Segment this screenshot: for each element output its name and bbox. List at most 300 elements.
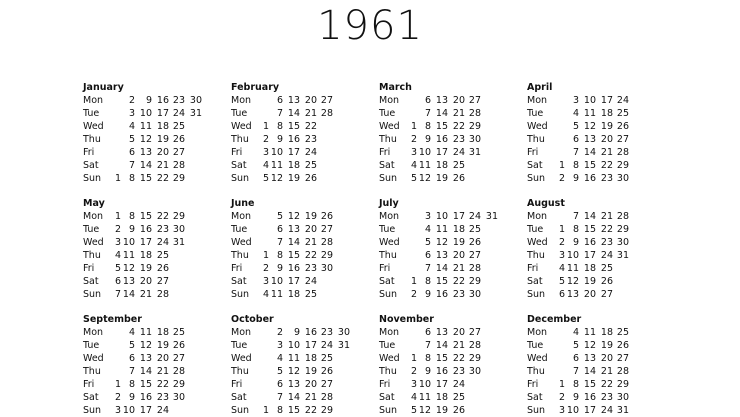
day-number: 24 bbox=[156, 237, 169, 248]
weekday-row bbox=[379, 94, 549, 107]
day-number: 26 bbox=[320, 366, 333, 377]
weekday-label: Fri bbox=[527, 379, 539, 390]
day-number: 22 bbox=[600, 224, 613, 235]
weekday-label: Mon bbox=[231, 211, 252, 222]
day-number: 6 bbox=[276, 95, 283, 106]
day-number: 17 bbox=[435, 379, 448, 390]
day-number: 11 bbox=[566, 263, 579, 274]
day-number: 8 bbox=[276, 405, 283, 416]
day-number: 6 bbox=[128, 147, 135, 158]
day-number: 4 bbox=[410, 160, 417, 171]
weekday-row bbox=[379, 133, 549, 146]
weekday-label: Sun bbox=[231, 405, 250, 416]
month-may bbox=[83, 197, 253, 301]
weekday-label: Sun bbox=[231, 173, 250, 184]
day-number: 12 bbox=[287, 211, 300, 222]
day-number: 20 bbox=[600, 353, 613, 364]
day-number: 25 bbox=[468, 224, 481, 235]
day-number: 7 bbox=[424, 340, 431, 351]
day-number: 11 bbox=[583, 327, 596, 338]
day-number: 2 bbox=[410, 289, 417, 300]
weekday-row bbox=[83, 223, 253, 236]
weekday-label: Tue bbox=[83, 224, 100, 235]
day-number: 4 bbox=[572, 108, 579, 119]
day-number: 16 bbox=[583, 392, 596, 403]
day-number: 4 bbox=[114, 250, 121, 261]
weekday-row bbox=[231, 159, 401, 172]
day-number: 21 bbox=[452, 340, 465, 351]
month-name: May bbox=[83, 198, 105, 209]
day-number: 22 bbox=[156, 173, 169, 184]
month-name: September bbox=[83, 314, 142, 325]
weekday-row bbox=[83, 210, 253, 223]
day-number: 27 bbox=[600, 289, 613, 300]
day-number: 10 bbox=[139, 108, 152, 119]
day-number: 27 bbox=[172, 147, 185, 158]
day-number: 28 bbox=[156, 289, 169, 300]
day-number: 4 bbox=[558, 263, 565, 274]
day-number: 13 bbox=[287, 379, 300, 390]
day-number: 16 bbox=[583, 237, 596, 248]
day-number: 21 bbox=[452, 108, 465, 119]
weekday-label: Sun bbox=[83, 405, 102, 416]
day-number: 20 bbox=[452, 95, 465, 106]
weekday-label: Sat bbox=[83, 392, 99, 403]
day-number: 27 bbox=[156, 276, 169, 287]
day-number: 31 bbox=[616, 250, 629, 261]
month-name: April bbox=[527, 82, 553, 93]
day-number: 31 bbox=[337, 340, 350, 351]
day-number: 17 bbox=[139, 237, 152, 248]
day-number: 27 bbox=[320, 224, 333, 235]
day-number: 19 bbox=[600, 121, 613, 132]
day-number: 5 bbox=[572, 340, 579, 351]
day-number: 14 bbox=[139, 366, 152, 377]
day-number: 13 bbox=[583, 134, 596, 145]
weekday-row bbox=[83, 365, 253, 378]
day-number: 27 bbox=[468, 250, 481, 261]
day-number: 16 bbox=[287, 134, 300, 145]
weekday-row bbox=[231, 120, 401, 133]
weekday-label: Mon bbox=[379, 211, 400, 222]
weekday-row bbox=[231, 288, 401, 301]
day-number: 23 bbox=[320, 327, 333, 338]
day-number: 30 bbox=[616, 237, 629, 248]
weekday-row bbox=[527, 133, 697, 146]
day-number: 12 bbox=[287, 366, 300, 377]
day-number: 4 bbox=[262, 160, 269, 171]
weekday-label: Sun bbox=[527, 405, 546, 416]
day-number: 1 bbox=[558, 379, 565, 390]
weekday-label: Fri bbox=[231, 263, 243, 274]
weekday-label: Sun bbox=[379, 405, 398, 416]
weekday-label: Mon bbox=[527, 327, 548, 338]
day-number: 25 bbox=[616, 327, 629, 338]
weekday-row bbox=[231, 378, 401, 391]
weekday-label: Sat bbox=[379, 160, 395, 171]
day-number: 23 bbox=[156, 224, 169, 235]
day-number: 26 bbox=[172, 340, 185, 351]
day-number: 2 bbox=[410, 134, 417, 145]
day-number: 15 bbox=[287, 405, 300, 416]
weekday-label: Fri bbox=[231, 147, 243, 158]
day-number: 12 bbox=[418, 405, 431, 416]
day-number: 12 bbox=[435, 237, 448, 248]
weekday-label: Thu bbox=[83, 250, 101, 261]
day-number: 11 bbox=[270, 160, 283, 171]
day-number: 16 bbox=[435, 134, 448, 145]
day-number: 2 bbox=[558, 173, 565, 184]
day-number: 8 bbox=[572, 379, 579, 390]
weekday-label: Mon bbox=[527, 211, 548, 222]
weekday-label: Tue bbox=[231, 108, 248, 119]
day-number: 20 bbox=[304, 95, 317, 106]
day-number: 31 bbox=[616, 405, 629, 416]
day-number: 5 bbox=[262, 173, 269, 184]
day-number: 19 bbox=[304, 366, 317, 377]
day-number: 15 bbox=[139, 211, 152, 222]
weekday-row bbox=[231, 391, 401, 404]
weekday-label: Sat bbox=[83, 160, 99, 171]
weekday-row bbox=[527, 404, 697, 417]
weekday-row bbox=[527, 94, 697, 107]
day-number: 3 bbox=[410, 147, 417, 158]
day-number: 21 bbox=[600, 147, 613, 158]
day-number: 1 bbox=[114, 173, 121, 184]
day-number: 15 bbox=[435, 121, 448, 132]
weekday-label: Fri bbox=[379, 379, 391, 390]
day-number: 28 bbox=[320, 108, 333, 119]
day-number: 16 bbox=[583, 173, 596, 184]
day-number: 9 bbox=[276, 134, 283, 145]
day-number: 11 bbox=[122, 250, 135, 261]
weekday-row bbox=[527, 223, 697, 236]
weekday-row bbox=[527, 146, 697, 159]
day-number: 7 bbox=[424, 108, 431, 119]
day-number: 14 bbox=[139, 160, 152, 171]
day-number: 29 bbox=[172, 379, 185, 390]
weekday-row bbox=[379, 365, 549, 378]
weekday-row bbox=[379, 159, 549, 172]
day-number: 29 bbox=[616, 379, 629, 390]
day-number: 6 bbox=[424, 327, 431, 338]
day-number: 3 bbox=[114, 237, 121, 248]
weekday-row bbox=[83, 404, 253, 417]
day-number: 19 bbox=[156, 134, 169, 145]
day-number: 5 bbox=[114, 263, 121, 274]
day-number: 22 bbox=[452, 121, 465, 132]
day-number: 7 bbox=[114, 289, 121, 300]
weekday-label: Sun bbox=[527, 173, 546, 184]
day-number: 9 bbox=[128, 392, 135, 403]
day-number: 12 bbox=[583, 340, 596, 351]
day-number: 23 bbox=[452, 366, 465, 377]
day-number: 2 bbox=[410, 366, 417, 377]
day-number: 7 bbox=[276, 237, 283, 248]
weekday-label: Wed bbox=[379, 353, 400, 364]
day-number: 29 bbox=[616, 160, 629, 171]
day-number: 23 bbox=[600, 173, 613, 184]
day-number: 20 bbox=[156, 147, 169, 158]
day-number: 26 bbox=[452, 173, 465, 184]
day-number: 14 bbox=[435, 108, 448, 119]
weekday-label: Fri bbox=[527, 147, 539, 158]
day-number: 7 bbox=[572, 366, 579, 377]
weekday-row bbox=[231, 326, 401, 339]
weekday-label: Thu bbox=[527, 250, 545, 261]
day-number: 6 bbox=[558, 289, 565, 300]
day-number: 11 bbox=[287, 353, 300, 364]
day-number: 28 bbox=[468, 108, 481, 119]
weekday-row bbox=[379, 288, 549, 301]
day-number: 20 bbox=[600, 134, 613, 145]
day-number: 8 bbox=[424, 276, 431, 287]
day-number: 28 bbox=[616, 211, 629, 222]
day-number: 8 bbox=[276, 250, 283, 261]
day-number: 11 bbox=[435, 224, 448, 235]
day-number: 25 bbox=[304, 289, 317, 300]
weekday-label: Mon bbox=[83, 211, 104, 222]
day-number: 18 bbox=[304, 353, 317, 364]
day-number: 22 bbox=[304, 121, 317, 132]
weekday-label: Wed bbox=[83, 237, 104, 248]
day-number: 22 bbox=[452, 353, 465, 364]
day-number: 28 bbox=[616, 366, 629, 377]
day-number: 17 bbox=[287, 276, 300, 287]
weekday-row bbox=[527, 391, 697, 404]
weekday-row bbox=[83, 378, 253, 391]
weekday-row bbox=[379, 326, 549, 339]
day-number: 17 bbox=[583, 250, 596, 261]
day-number: 19 bbox=[452, 237, 465, 248]
day-number: 13 bbox=[122, 276, 135, 287]
day-number: 30 bbox=[616, 392, 629, 403]
weekday-row bbox=[231, 262, 401, 275]
weekday-label: Tue bbox=[379, 108, 396, 119]
weekday-row bbox=[527, 120, 697, 133]
day-number: 17 bbox=[156, 108, 169, 119]
weekday-label: Tue bbox=[231, 340, 248, 351]
weekday-label: Wed bbox=[231, 353, 252, 364]
day-number: 13 bbox=[139, 147, 152, 158]
day-number: 21 bbox=[156, 160, 169, 171]
day-number: 7 bbox=[572, 147, 579, 158]
day-number: 27 bbox=[320, 95, 333, 106]
month-name: January bbox=[83, 82, 124, 93]
day-number: 4 bbox=[276, 353, 283, 364]
day-number: 31 bbox=[172, 237, 185, 248]
weekday-row bbox=[231, 223, 401, 236]
month-october bbox=[231, 313, 401, 417]
day-number: 28 bbox=[468, 340, 481, 351]
day-number: 24 bbox=[172, 108, 185, 119]
day-number: 30 bbox=[468, 289, 481, 300]
weekday-label: Thu bbox=[379, 366, 397, 377]
day-number: 30 bbox=[172, 392, 185, 403]
day-number: 21 bbox=[156, 366, 169, 377]
weekday-row bbox=[527, 288, 697, 301]
weekday-label: Sat bbox=[83, 276, 99, 287]
month-july bbox=[379, 197, 549, 301]
weekday-label: Sun bbox=[83, 173, 102, 184]
weekday-row bbox=[527, 172, 697, 185]
day-number: 13 bbox=[435, 327, 448, 338]
weekday-label: Sun bbox=[527, 289, 546, 300]
weekday-label: Sat bbox=[527, 392, 543, 403]
day-number: 24 bbox=[452, 379, 465, 390]
day-number: 29 bbox=[172, 173, 185, 184]
day-number: 24 bbox=[452, 147, 465, 158]
weekday-label: Thu bbox=[379, 134, 397, 145]
day-number: 12 bbox=[566, 276, 579, 287]
day-number: 5 bbox=[410, 173, 417, 184]
day-number: 30 bbox=[616, 173, 629, 184]
day-number: 15 bbox=[139, 173, 152, 184]
day-number: 24 bbox=[468, 211, 481, 222]
weekday-row bbox=[527, 365, 697, 378]
day-number: 25 bbox=[452, 160, 465, 171]
day-number: 15 bbox=[583, 224, 596, 235]
weekday-label: Tue bbox=[527, 224, 544, 235]
day-number: 1 bbox=[410, 276, 417, 287]
day-number: 3 bbox=[276, 340, 283, 351]
weekday-row bbox=[83, 339, 253, 352]
day-number: 2 bbox=[114, 224, 121, 235]
weekday-row bbox=[527, 159, 697, 172]
day-number: 19 bbox=[287, 173, 300, 184]
day-number: 25 bbox=[600, 263, 613, 274]
day-number: 3 bbox=[572, 95, 579, 106]
weekday-row bbox=[83, 107, 253, 120]
day-number: 27 bbox=[172, 353, 185, 364]
weekday-row bbox=[83, 275, 253, 288]
day-number: 8 bbox=[424, 353, 431, 364]
day-number: 6 bbox=[128, 353, 135, 364]
weekday-row bbox=[379, 210, 549, 223]
weekday-label: Wed bbox=[231, 121, 252, 132]
weekday-label: Fri bbox=[231, 379, 243, 390]
weekday-label: Fri bbox=[83, 379, 95, 390]
weekday-label: Mon bbox=[379, 95, 400, 106]
weekday-label: Fri bbox=[379, 263, 391, 274]
weekday-row bbox=[83, 326, 253, 339]
day-number: 23 bbox=[600, 237, 613, 248]
weekday-label: Fri bbox=[83, 147, 95, 158]
weekday-label: Sun bbox=[379, 173, 398, 184]
day-number: 18 bbox=[139, 250, 152, 261]
weekday-row bbox=[379, 352, 549, 365]
day-number: 12 bbox=[122, 263, 135, 274]
day-number: 7 bbox=[128, 160, 135, 171]
weekday-label: Sat bbox=[231, 392, 247, 403]
day-number: 22 bbox=[156, 379, 169, 390]
month-april bbox=[527, 81, 697, 185]
weekday-row bbox=[527, 339, 697, 352]
day-number: 1 bbox=[410, 353, 417, 364]
weekday-row bbox=[527, 275, 697, 288]
weekday-row bbox=[83, 133, 253, 146]
day-number: 6 bbox=[572, 134, 579, 145]
day-number: 8 bbox=[424, 121, 431, 132]
day-number: 8 bbox=[572, 224, 579, 235]
day-number: 4 bbox=[410, 392, 417, 403]
month-march bbox=[379, 81, 549, 185]
day-number: 21 bbox=[600, 211, 613, 222]
day-number: 26 bbox=[156, 263, 169, 274]
day-number: 28 bbox=[172, 160, 185, 171]
day-number: 1 bbox=[262, 121, 269, 132]
month-november bbox=[379, 313, 549, 417]
day-number: 11 bbox=[270, 289, 283, 300]
weekday-label: Sat bbox=[379, 276, 395, 287]
month-name: November bbox=[379, 314, 434, 325]
day-number: 14 bbox=[435, 263, 448, 274]
day-number: 15 bbox=[583, 160, 596, 171]
day-number: 22 bbox=[304, 250, 317, 261]
day-number: 6 bbox=[276, 224, 283, 235]
day-number: 2 bbox=[558, 392, 565, 403]
day-number: 28 bbox=[468, 263, 481, 274]
weekday-row bbox=[231, 133, 401, 146]
day-number: 10 bbox=[566, 405, 579, 416]
day-number: 15 bbox=[287, 121, 300, 132]
month-name: October bbox=[231, 314, 274, 325]
day-number: 24 bbox=[600, 405, 613, 416]
day-number: 21 bbox=[304, 392, 317, 403]
day-number: 10 bbox=[270, 276, 283, 287]
day-number: 2 bbox=[114, 392, 121, 403]
weekday-row bbox=[83, 120, 253, 133]
day-number: 14 bbox=[583, 211, 596, 222]
day-number: 24 bbox=[304, 147, 317, 158]
month-february bbox=[231, 81, 401, 185]
day-number: 10 bbox=[270, 147, 283, 158]
weekday-row bbox=[379, 172, 549, 185]
day-number: 20 bbox=[304, 224, 317, 235]
day-number: 3 bbox=[128, 108, 135, 119]
day-number: 30 bbox=[337, 327, 350, 338]
weekday-row bbox=[379, 236, 549, 249]
weekday-label: Sun bbox=[231, 289, 250, 300]
day-number: 16 bbox=[139, 224, 152, 235]
weekday-row bbox=[527, 352, 697, 365]
day-number: 13 bbox=[435, 95, 448, 106]
weekday-row bbox=[379, 107, 549, 120]
day-number: 17 bbox=[435, 147, 448, 158]
weekday-label: Wed bbox=[83, 353, 104, 364]
day-number: 11 bbox=[139, 327, 152, 338]
weekday-label: Tue bbox=[83, 340, 100, 351]
day-number: 21 bbox=[600, 366, 613, 377]
day-number: 5 bbox=[128, 134, 135, 145]
day-number: 3 bbox=[262, 276, 269, 287]
day-number: 17 bbox=[304, 340, 317, 351]
day-number: 27 bbox=[468, 327, 481, 338]
day-number: 20 bbox=[452, 250, 465, 261]
day-number: 21 bbox=[452, 263, 465, 274]
day-number: 3 bbox=[558, 250, 565, 261]
day-number: 26 bbox=[452, 405, 465, 416]
day-number: 24 bbox=[616, 95, 629, 106]
day-number: 14 bbox=[287, 392, 300, 403]
day-number: 20 bbox=[583, 289, 596, 300]
day-number: 1 bbox=[558, 160, 565, 171]
day-number: 18 bbox=[435, 160, 448, 171]
day-number: 22 bbox=[600, 160, 613, 171]
weekday-label: Thu bbox=[231, 134, 249, 145]
day-number: 20 bbox=[304, 379, 317, 390]
day-number: 12 bbox=[139, 134, 152, 145]
